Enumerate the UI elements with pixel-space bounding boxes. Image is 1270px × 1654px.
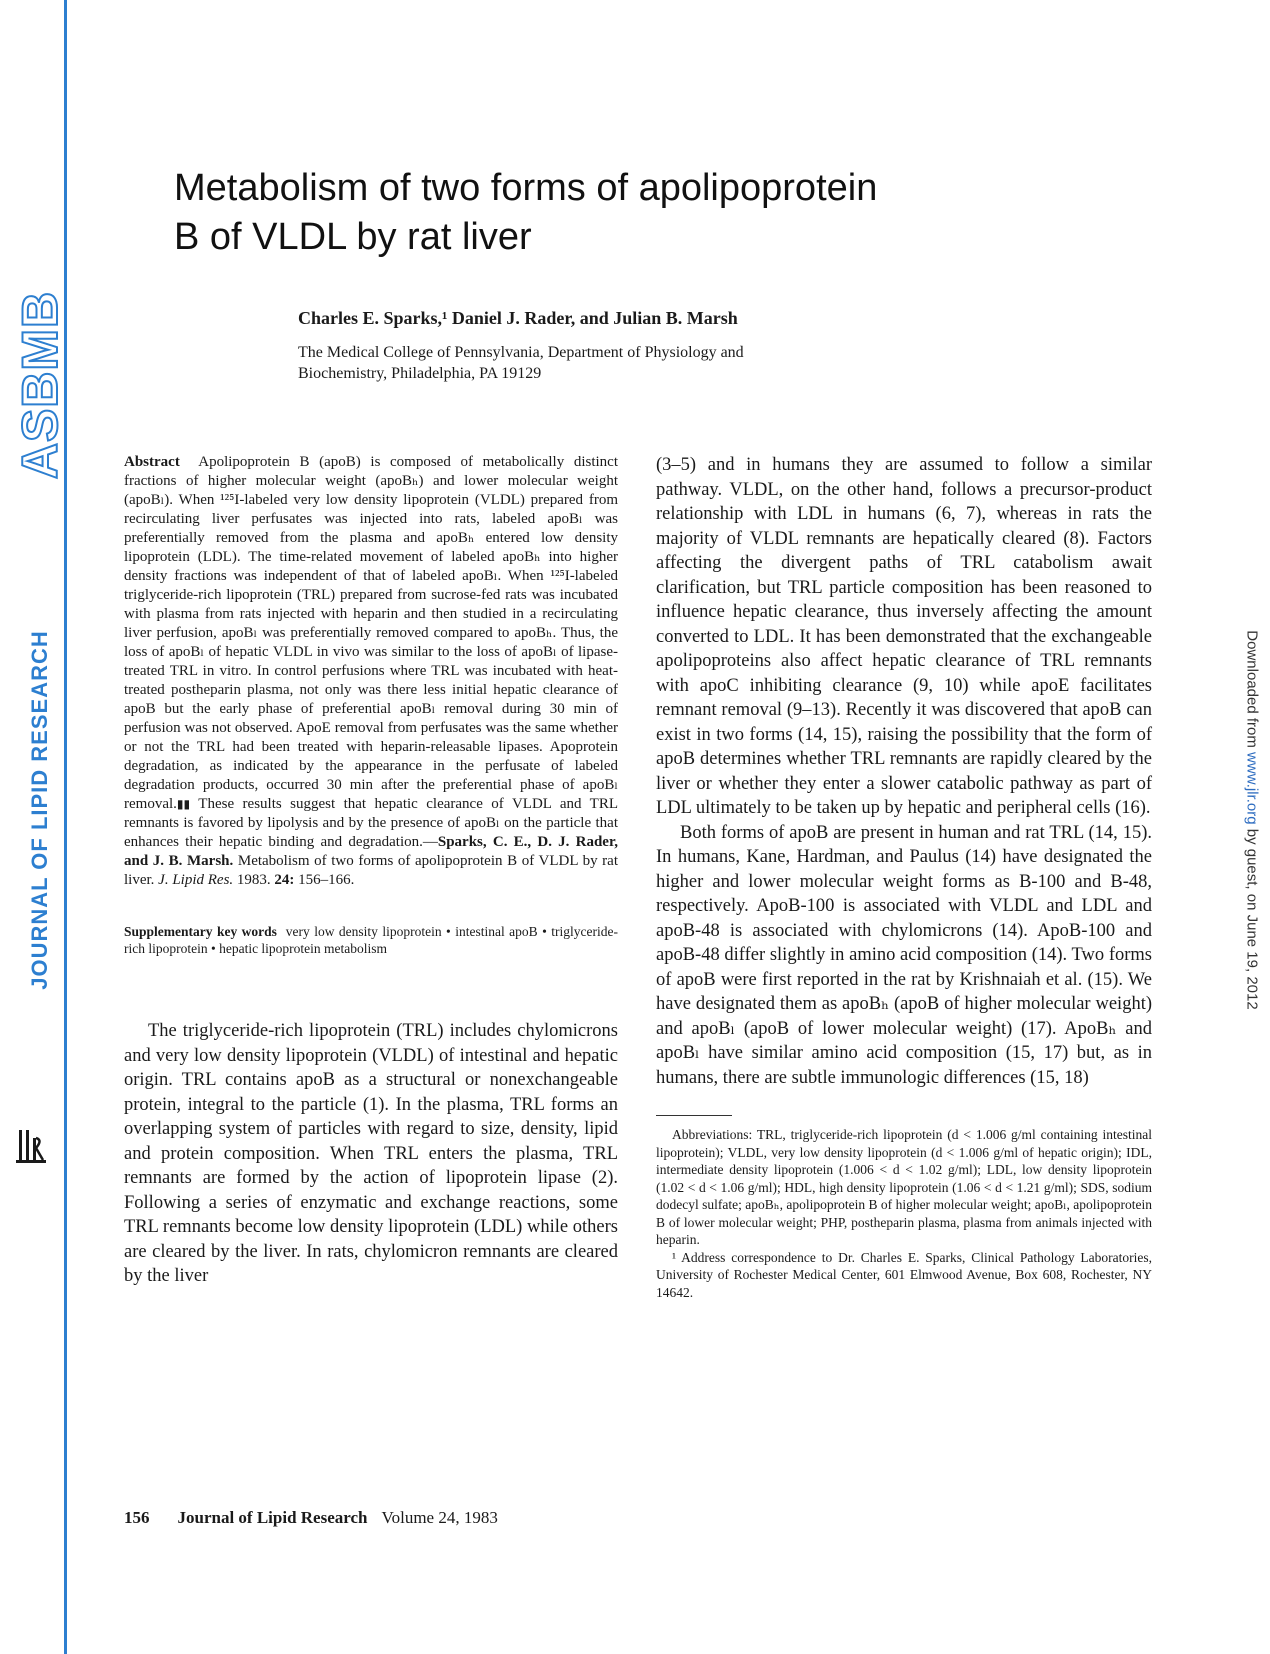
article-title-line1: Metabolism of two forms of apolipoprotein xyxy=(174,167,878,209)
affiliation-line2: Biochemistry, Philadelphia, PA 19129 xyxy=(298,365,542,382)
footer-journal-name: Journal of Lipid Research xyxy=(177,1508,368,1527)
page-footer xyxy=(124,1508,498,1528)
article-title xyxy=(174,164,1074,262)
key-words-label: Supplementary key words xyxy=(124,924,277,939)
abbreviations-footnote: Abbreviations: TRL, triglyceride-rich lipoprotein (d < 1.006 g/ml containing intestinal lipoprotein); VLDL, very low density lipoprotein (d < 1.006 g/ml of hepatic origin); IDL, intermediate density lipoprotein (1.006 < d < 1.02 g/ml); LDL, low density lipoprotein (1.02 < d < 1.06 g/ml); HDL, high density lipoprotein (1.06 < d < 1.21 g/ml); SDS, sodium dodecyl sulfate; apoBₕ, apolipoprotein B of higher molecular weight; apoBₗ, apolipoprotein B of lower molecular weight; PHP, postheparin plasma, plasma from animals injected with heparin. xyxy=(656,1127,1152,1247)
abstract-text: Apolipoprotein B (apoB) is composed of metabolically distinct fractions of higher molecular weight (apoBₕ) and lower molecular weight (apoBₗ). When ¹²⁵I-labeled very low density lipoprotein (VLDL) prepared from recirculating liver perfusates was injected into rats, labeled apoBₗ was preferentially removed from the plasma and apoBₕ entered low density lipoprotein (LDL). The time-related movement of labeled apoBₕ into higher density fractions was independent of that of labeled apoBₗ. When ¹²⁵I-labeled triglyceride-rich lipoprotein (TRL) prepared from sucrose-fed rats was incubated with plasma from rats injected with heparin and then studied in a recirculating liver perfusion, apoBₗ was preferentially removed compared to apoBₕ. Thus, the loss of apoBₗ of hepatic VLDL in vivo was similar to the loss of apoBₗ of lipase-treated TRL in vitro. In control perfusions where TRL was incubated with heat-treated postheparin plasma, not only was there less initial hepatic clearance of apoB but the early phase of preferential apoBₗ removal during 30 min of perfusion was not observed. ApoE removal from perfusates was the same whether or not the TRL had been treated with heparin-releasable lipases. Apoprotein degradation, as indicated by the appearance in the perfusate of labeled degradation products, occurred 30 min after the preferential phase of apoBₗ removal. xyxy=(124,454,618,812)
journal-side-branding xyxy=(0,0,70,1654)
asbmb-logo: ASBMB xyxy=(12,290,68,480)
citation-year: 1983. xyxy=(233,872,275,888)
author-affiliation xyxy=(298,342,918,384)
citation-title: Metabolism of two forms of apolipoprotein B of VLDL by rat liver. xyxy=(124,853,619,888)
download-stamp-prefix: Downloaded from xyxy=(1243,630,1261,753)
abstract-label: Abstract xyxy=(124,454,180,470)
affiliation-line1: The Medical College of Pennsylvania, Department of Physiology and xyxy=(298,344,744,361)
citation-volume: 24: xyxy=(274,872,295,888)
supplementary-key-words xyxy=(124,923,618,957)
left-column xyxy=(124,453,618,1289)
citation-journal: J. Lipid Res. xyxy=(158,872,234,888)
jlr-logo-icon xyxy=(16,1128,46,1166)
body-paragraph-1: (3–5) and in humans they are assumed to follow a similar pathway. VLDL, on the other hand, follows a precursor-product relationship with LDL in humans (6, 7), whereas in rats the majority of VLDL remnants are hepatically cleared (8). Factors affecting the divergent paths of TRL catabolism await clarification, but TRL particle composition has been reasoned to influence hepatic clearance, thus inversely affecting the amount converted to LDL. It has been demonstrated that the exchangeable apolipoproteins also affect hepatic clearance of TRL remnants with apoC inhibiting clearance (9, 10) while apoE facilitates remnant removal (9–13). Recently it was discovered that apoB can exist in two forms (14, 15), raising the possibility that the form of apoB determines whether TRL remnants are rapidly cleared by the liver or whether they enter a slower catabolic pathway as part of LDL ultimately to be taken up by hepatic and peripheral cells (16). xyxy=(656,455,1152,818)
citation-pages: 156–166. xyxy=(294,872,355,888)
key-words-text: very low density lipoprotein • intestinal apoB • triglyceride-rich lipoprotein • hepatic lipoprotein metabolism xyxy=(124,924,618,956)
article-title-line2: B of VLDL by rat liver xyxy=(174,216,532,258)
page-number: 156 xyxy=(124,1508,150,1527)
abstract-marker-icon: ▮▮ xyxy=(176,797,191,811)
journal-vertical-title: JOURNAL OF LIPID RESEARCH xyxy=(27,630,52,990)
article-authors: Charles E. Sparks,¹ Daniel J. Rader, and Julian B. Marsh xyxy=(298,308,738,328)
correspondence-footnote: ¹ Address correspondence to Dr. Charles E. Sparks, Clinical Pathology Laboratories, University of Rochester Medical Center, 601 Elmwood Avenue, Box 608, Rochester, NY 14642. xyxy=(656,1249,1152,1300)
footnote-divider xyxy=(656,1115,732,1116)
footer-volume: Volume 24, 1983 xyxy=(381,1508,498,1527)
download-stamp-link[interactable]: www.jlr.org xyxy=(1243,752,1261,825)
abstract xyxy=(124,453,618,890)
intro-paragraph: The triglyceride-rich lipoprotein (TRL) includes chylomicrons and very low density lipoprotein (VLDL) of intestinal and hepatic origin. TRL contains apoB as a structural or nonexchangeable protein, integral to the particle (1). In the plasma, TRL forms an overlapping system of particles with regard to size, density, lipid and protein composition. When TRL enters the plasma, TRL remnants are formed by the action of lipoprotein lipase (2). Following a series of enzymatic and exchange reactions, some TRL remnants become low density lipoprotein (LDL) while others are cleared by the liver. In rats, chylomicron remnants are cleared by the liver xyxy=(124,1021,618,1286)
download-stamp-suffix: by guest, on June 19, 2012 xyxy=(1243,824,1261,1010)
citation-authors: Sparks, C. E., D. J. Rader, and J. B. Marsh. xyxy=(124,834,618,869)
abstract-text-conclusion: These results suggest that hepatic clearance of VLDL and TRL remnants is favored by lipolysis and by the presence of apoBₗ on the particle that enhances their hepatic binding and degradation.— xyxy=(124,796,618,850)
right-column xyxy=(656,453,1152,1301)
download-stamp xyxy=(1244,630,1261,1009)
body-paragraph-2: Both forms of apoB are present in human and rat TRL (14, 15). In humans, Kane, Hardman, and Paulus (14) have designated the higher and lower molecular weight forms as B-100 and B-48, respectively. ApoB-100 is associated with VLDL and LDL and apoB-48 is associated with chylomicrons (14). ApoB-100 and apoB-48 differ slightly in amino acid composition (14). Two forms of apoB were first reported in the rat by Krishnaiah et al. (15). We have designated them as apoBₕ (apoB of higher molecular weight) and apoBₗ (apoB of lower molecular weight) (17). ApoBₕ and apoBₗ have similar amino acid composition (15, 17) but, as in humans, there are subtle immunologic differences (15, 18) xyxy=(656,822,1152,1088)
